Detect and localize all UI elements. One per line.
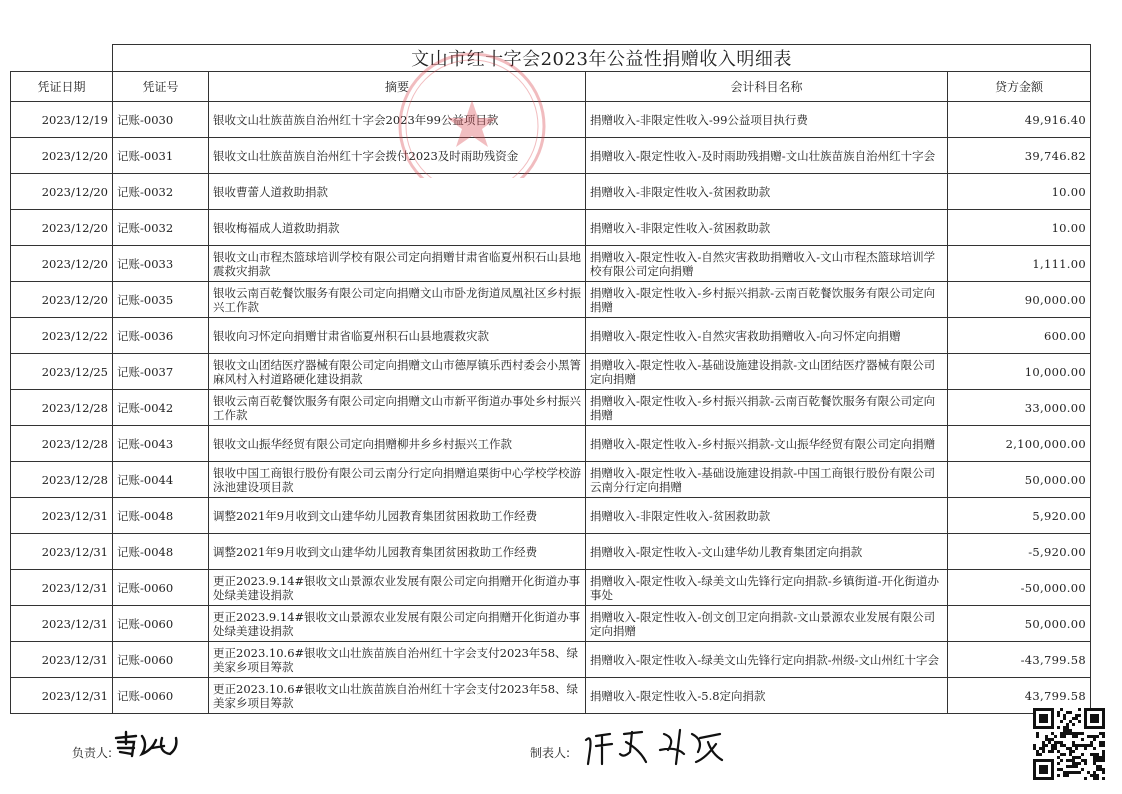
- summary-cell: 银收曹蕾人道救助捐款: [209, 174, 586, 210]
- date-cell: 2023/12/20: [11, 246, 113, 282]
- amount-cell: 49,916.40: [948, 102, 1091, 138]
- summary-cell: 更正2023.9.14#银收文山景源农业发展有限公司定向捐赠开化街道办事处绿美建设捐款: [209, 570, 586, 606]
- amount-cell: 2,100,000.00: [948, 426, 1091, 462]
- amount-cell: 33,000.00: [948, 390, 1091, 426]
- col-header-voucher: 凭证号: [113, 72, 209, 102]
- amount-cell: -5,920.00: [948, 534, 1091, 570]
- account-cell: 捐赠收入-非限定性收入-贫困救助款: [586, 174, 948, 210]
- amount-cell: 39,746.82: [948, 138, 1091, 174]
- voucher-cell: 记账-0060: [113, 642, 209, 678]
- table-row: [11, 570, 1091, 606]
- date-cell: 2023/12/25: [11, 354, 113, 390]
- table-row: [11, 642, 1091, 678]
- summary-cell: 银收文山壮族苗族自治州红十字会拨付2023及时雨助残资金: [209, 138, 586, 174]
- table-row: [11, 498, 1091, 534]
- summary-cell: 银收文山壮族苗族自治州红十字会2023年99公益项目款: [209, 102, 586, 138]
- amount-cell: 10.00: [948, 174, 1091, 210]
- voucher-cell: 记账-0035: [113, 282, 209, 318]
- account-cell: 捐赠收入-限定性收入-及时雨助残捐赠-文山壮族苗族自治州红十字会: [586, 138, 948, 174]
- amount-cell: 600.00: [948, 318, 1091, 354]
- table-row: [11, 282, 1091, 318]
- summary-cell: 银收中国工商银行股份有限公司云南分行定向捐赠追栗街中心学校学校游泳池建设项目款: [209, 462, 586, 498]
- account-cell: 捐赠收入-限定性收入-5.8定向捐款: [586, 678, 948, 714]
- col-header-summary: 摘要: [209, 72, 586, 102]
- qr-code: [1033, 708, 1105, 780]
- account-cell: 捐赠收入-限定性收入-绿美文山先锋行定向捐款-乡镇街道-开化街道办事处: [586, 570, 948, 606]
- date-cell: 2023/12/20: [11, 174, 113, 210]
- table-row: [11, 426, 1091, 462]
- amount-cell: 10.00: [948, 210, 1091, 246]
- account-cell: 捐赠收入-非限定性收入-99公益项目执行费: [586, 102, 948, 138]
- account-cell: 捐赠收入-限定性收入-基础设施建设捐款-中国工商银行股份有限公司云南分行定向捐赠: [586, 462, 948, 498]
- summary-cell: 银收云南百乾餐饮服务有限公司定向捐赠文山市卧龙街道凤凰社区乡村振兴工作款: [209, 282, 586, 318]
- account-cell: 捐赠收入-限定性收入-乡村振兴捐款-云南百乾餐饮服务有限公司定向捐赠: [586, 282, 948, 318]
- preparer-label: 制表人:: [530, 746, 571, 760]
- amount-cell: 10,000.00: [948, 354, 1091, 390]
- voucher-cell: 记账-0060: [113, 678, 209, 714]
- table-row: [11, 606, 1091, 642]
- date-cell: 2023/12/28: [11, 390, 113, 426]
- preparer-signature: [580, 724, 730, 768]
- voucher-cell: 记账-0044: [113, 462, 209, 498]
- voucher-cell: 记账-0060: [113, 606, 209, 642]
- amount-cell: 5,920.00: [948, 498, 1091, 534]
- table-row: [11, 318, 1091, 354]
- amount-cell: 90,000.00: [948, 282, 1091, 318]
- summary-cell: 银收向习怀定向捐赠甘肃省临夏州积石山县地震救灾款: [209, 318, 586, 354]
- amount-cell: -50,000.00: [948, 570, 1091, 606]
- voucher-cell: 记账-0033: [113, 246, 209, 282]
- date-cell: 2023/12/28: [11, 426, 113, 462]
- account-cell: 捐赠收入-非限定性收入-贫困救助款: [586, 210, 948, 246]
- summary-cell: 银收云南百乾餐饮服务有限公司定向捐赠文山市新平街道办事处乡村振兴工作款: [209, 390, 586, 426]
- summary-cell: 银收文山振华经贸有限公司定向捐赠柳井乡乡村振兴工作款: [209, 426, 586, 462]
- date-cell: 2023/12/31: [11, 642, 113, 678]
- voucher-cell: 记账-0031: [113, 138, 209, 174]
- ledger-body: [11, 102, 1091, 714]
- voucher-cell: 记账-0036: [113, 318, 209, 354]
- summary-cell: 更正2023.10.6#银收文山壮族苗族自治州红十字会支付2023年58、绿美家乡项目筹款: [209, 678, 586, 714]
- table-row: [11, 138, 1091, 174]
- date-cell: 2023/12/20: [11, 138, 113, 174]
- date-cell: 2023/12/31: [11, 678, 113, 714]
- table-row: [11, 462, 1091, 498]
- table-row: [11, 102, 1091, 138]
- amount-cell: 50,000.00: [948, 462, 1091, 498]
- amount-cell: -43,799.58: [948, 642, 1091, 678]
- title-spacer: [11, 45, 113, 72]
- account-cell: 捐赠收入-限定性收入-基础设施建设捐款-文山团结医疗器械有限公司定向捐赠: [586, 354, 948, 390]
- date-cell: 2023/12/31: [11, 606, 113, 642]
- table-row: [11, 174, 1091, 210]
- ledger-sheet: [10, 44, 1090, 716]
- summary-cell: 调整2021年9月收到文山建华幼儿园教育集团贫困救助工作经费: [209, 498, 586, 534]
- voucher-cell: 记账-0060: [113, 570, 209, 606]
- responsible-signature: [112, 730, 182, 764]
- date-cell: 2023/12/20: [11, 282, 113, 318]
- summary-cell: 银收文山团结医疗器械有限公司定向捐赠文山市德厚镇乐西村委会小黑箐麻风村入村道路硬化建设捐款: [209, 354, 586, 390]
- account-cell: 捐赠收入-非限定性收入-贫困救助款: [586, 498, 948, 534]
- account-cell: 捐赠收入-限定性收入-自然灾害救助捐赠收入-向习怀定向捐赠: [586, 318, 948, 354]
- amount-cell: 50,000.00: [948, 606, 1091, 642]
- summary-cell: 银收梅福成人道救助捐款: [209, 210, 586, 246]
- summary-cell: 更正2023.9.14#银收文山景源农业发展有限公司定向捐赠开化街道办事处绿美建设捐款: [209, 606, 586, 642]
- col-header-amount: 贷方金额: [948, 72, 1091, 102]
- donation-ledger-table: [10, 44, 1091, 714]
- date-cell: 2023/12/28: [11, 462, 113, 498]
- table-row: [11, 246, 1091, 282]
- voucher-cell: 记账-0037: [113, 354, 209, 390]
- table-row: [11, 210, 1091, 246]
- voucher-cell: 记账-0042: [113, 390, 209, 426]
- date-cell: 2023/12/20: [11, 210, 113, 246]
- account-cell: 捐赠收入-限定性收入-绿美文山先锋行定向捐款-州级-文山州红十字会: [586, 642, 948, 678]
- voucher-cell: 记账-0030: [113, 102, 209, 138]
- responsible-label: 负责人:: [72, 746, 113, 760]
- summary-cell: 调整2021年9月收到文山建华幼儿园教育集团贫困救助工作经费: [209, 534, 586, 570]
- voucher-cell: 记账-0032: [113, 174, 209, 210]
- date-cell: 2023/12/31: [11, 534, 113, 570]
- voucher-cell: 记账-0048: [113, 534, 209, 570]
- account-cell: 捐赠收入-限定性收入-创文创卫定向捐款-文山景源农业发展有限公司定向捐赠: [586, 606, 948, 642]
- voucher-cell: 记账-0043: [113, 426, 209, 462]
- date-cell: 2023/12/31: [11, 498, 113, 534]
- col-header-account: 会计科目名称: [586, 72, 948, 102]
- table-row: [11, 678, 1091, 714]
- col-header-date: 凭证日期: [11, 72, 113, 102]
- summary-cell: 银收文山市程杰篮球培训学校有限公司定向捐赠甘肃省临夏州积石山县地震救灾捐款: [209, 246, 586, 282]
- signature-footer: [0, 722, 1122, 782]
- account-cell: 捐赠收入-限定性收入-乡村振兴捐款-文山振华经贸有限公司定向捐赠: [586, 426, 948, 462]
- document-title: 文山市红十字会2023年公益性捐赠收入明细表: [113, 45, 1091, 72]
- table-row: [11, 354, 1091, 390]
- table-row: [11, 534, 1091, 570]
- account-cell: 捐赠收入-限定性收入-文山建华幼儿教育集团定向捐款: [586, 534, 948, 570]
- account-cell: 捐赠收入-限定性收入-自然灾害救助捐赠收入-文山市程杰篮球培训学校有限公司定向捐赠: [586, 246, 948, 282]
- summary-cell: 更正2023.10.6#银收文山壮族苗族自治州红十字会支付2023年58、绿美家乡项目筹款: [209, 642, 586, 678]
- date-cell: 2023/12/22: [11, 318, 113, 354]
- header-row: [11, 72, 1091, 102]
- amount-cell: 43,799.58: [948, 678, 1091, 714]
- date-cell: 2023/12/31: [11, 570, 113, 606]
- amount-cell: 1,111.00: [948, 246, 1091, 282]
- voucher-cell: 记账-0032: [113, 210, 209, 246]
- account-cell: 捐赠收入-限定性收入-乡村振兴捐款-云南百乾餐饮服务有限公司定向捐赠: [586, 390, 948, 426]
- date-cell: 2023/12/19: [11, 102, 113, 138]
- table-row: [11, 390, 1091, 426]
- voucher-cell: 记账-0048: [113, 498, 209, 534]
